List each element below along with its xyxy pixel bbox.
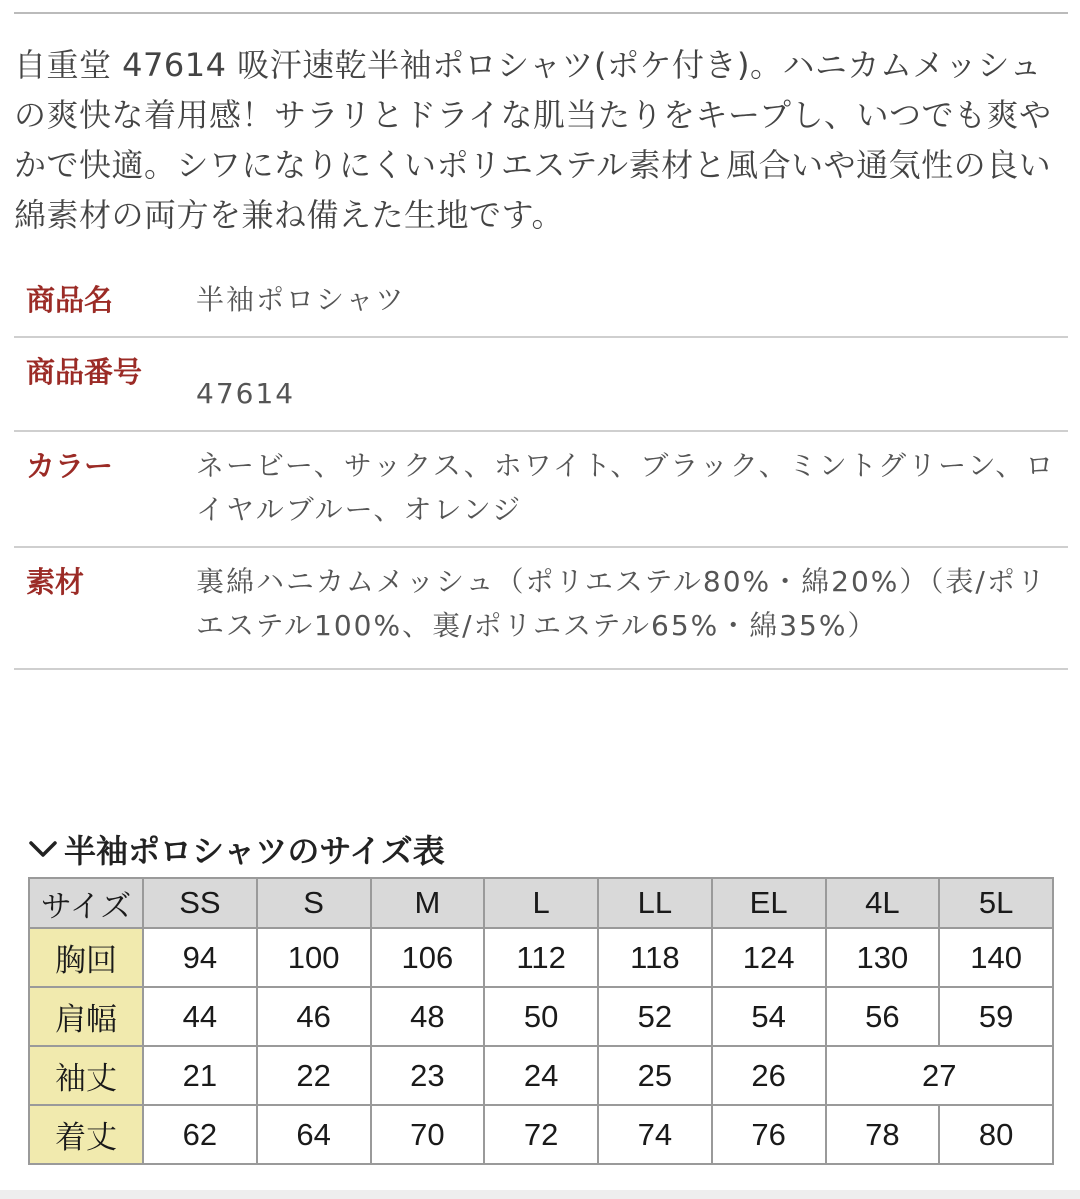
table-cell: 124 [712,928,826,987]
bottom-divider [0,1190,1080,1199]
table-cell: 112 [484,928,598,987]
size-row-sleeve [29,1046,1053,1105]
table-cell: 46 [257,987,371,1046]
table-cell-merged: 27 [826,1046,1054,1105]
table-cell: 23 [371,1046,485,1105]
table-cell: 25 [598,1046,712,1105]
size-header-cell: 5L [939,878,1053,928]
spec-value-number: 47614 [184,337,1068,431]
row-header-chest: 胸回 [29,928,143,987]
table-cell: 44 [143,987,257,1046]
size-header-cell: LL [598,878,712,928]
table-cell: 76 [712,1105,826,1164]
size-row-shoulder [29,987,1053,1046]
table-cell: 24 [484,1046,598,1105]
table-cell: 59 [939,987,1053,1046]
product-description: 自重堂 47614 吸汗速乾半袖ポロシャツ(ポケ付き)。ハニカムメッシュの爽快な着用感！サラリとドライな肌当たりをキープし、いつでも爽やかで快適。シワになりにくいポリエステル素材と風合いや通気性の良い綿素材の両方を兼ね備えた生地です。 [14,46,1052,234]
table-cell: 94 [143,928,257,987]
table-cell: 74 [598,1105,712,1164]
size-header-row [29,878,1053,928]
table-cell: 140 [939,928,1053,987]
row-header-shoulder: 肩幅 [29,987,143,1046]
spec-label-name: 商品名 [14,266,184,337]
table-cell: 106 [371,928,485,987]
table-cell: 72 [484,1105,598,1164]
size-header-cell: L [484,878,598,928]
table-cell: 78 [826,1105,940,1164]
table-cell: 70 [371,1105,485,1164]
spec-value-color: ネービー、サックス、ホワイト、ブラック、ミントグリーン、ロイヤルブルー、オレンジ [184,431,1068,547]
size-corner-cell: サイズ [29,878,143,928]
spec-row-name [14,266,1068,337]
table-cell: 26 [712,1046,826,1105]
spec-label-color: カラー [14,431,184,547]
spec-row-number [14,337,1068,431]
size-header-cell: 4L [826,878,940,928]
spec-value-material: 裏綿ハニカムメッシュ（ポリエステル80%・綿20%）（表/ポリエステル100%、裏/ポリエステル65%・綿35%） [184,547,1068,669]
size-row-chest [29,928,1053,987]
table-cell: 52 [598,987,712,1046]
table-cell: 54 [712,987,826,1046]
table-cell: 118 [598,928,712,987]
table-cell: 21 [143,1046,257,1105]
spec-table [14,266,1068,670]
spec-label-number: 商品番号 [14,337,184,431]
top-divider [14,12,1068,14]
size-header-cell: S [257,878,371,928]
table-cell: 130 [826,928,940,987]
table-cell: 48 [371,987,485,1046]
spec-row-material [14,547,1068,669]
size-header-cell: SS [143,878,257,928]
spec-value-name: 半袖ポロシャツ [184,266,1068,337]
table-cell: 100 [257,928,371,987]
spec-row-color [14,431,1068,547]
size-table [28,877,1054,1165]
chevron-down-icon [28,839,58,859]
table-cell: 64 [257,1105,371,1164]
table-cell: 80 [939,1105,1053,1164]
row-header-length: 着丈 [29,1105,143,1164]
size-table-heading[interactable] [28,826,445,872]
table-cell: 56 [826,987,940,1046]
spec-label-material: 素材 [14,547,184,669]
size-table-title: 半袖ポロシャツのサイズ表 [64,832,445,870]
size-header-cell: M [371,878,485,928]
table-cell: 50 [484,987,598,1046]
table-cell: 22 [257,1046,371,1105]
size-header-cell: EL [712,878,826,928]
table-cell: 62 [143,1105,257,1164]
size-row-length [29,1105,1053,1164]
row-header-sleeve: 袖丈 [29,1046,143,1105]
